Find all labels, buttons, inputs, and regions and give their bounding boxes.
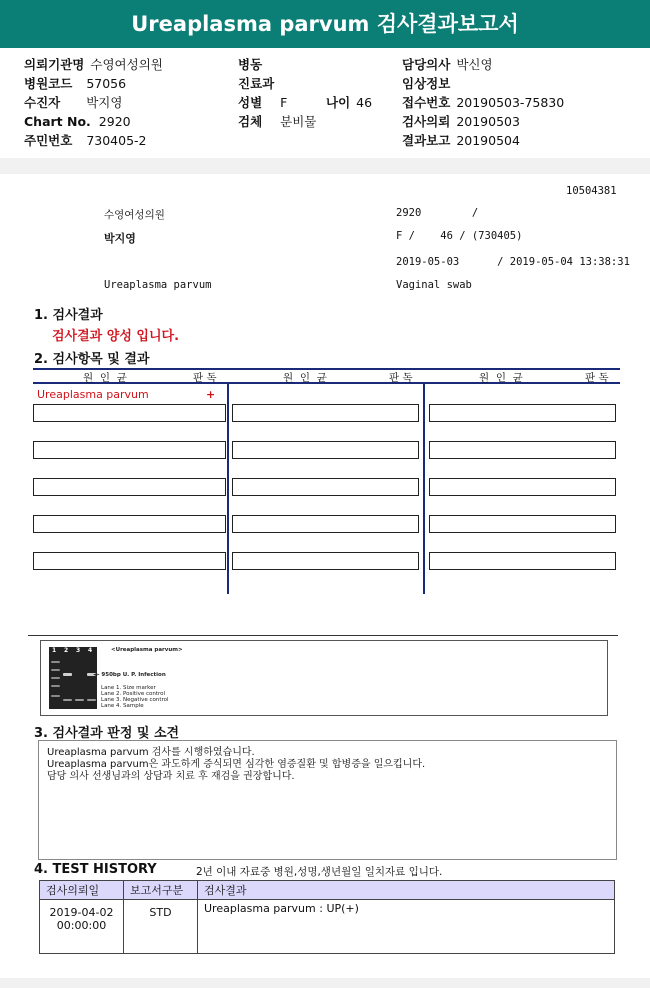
- history-header-type: 보고서구분: [124, 881, 198, 900]
- col-finding-3: 판 독: [585, 372, 609, 384]
- col-organism-3: 원 인 균: [479, 372, 523, 384]
- section-gap: [0, 158, 650, 174]
- lane-number: 3: [76, 647, 81, 654]
- history-header-result: 검사결과: [198, 881, 615, 900]
- table-row: [40, 900, 615, 954]
- doc-patient-name: 박지영: [104, 232, 136, 245]
- request-date-field: 검사의뢰 20190503: [402, 114, 520, 129]
- hospital-field: 의뢰기관명 수영여성의원: [24, 57, 163, 72]
- results-table-header: [33, 368, 620, 384]
- history-type: STD: [124, 900, 198, 954]
- doc-hospital: 수영여성의원: [104, 209, 165, 221]
- lane-number: 4: [88, 647, 93, 654]
- col-finding-1: 판 독: [193, 372, 217, 384]
- result-cell: [33, 515, 226, 533]
- result-cell: [429, 441, 616, 459]
- lane-number: 1: [52, 647, 57, 654]
- opinion-box: [38, 740, 617, 860]
- department-field: 진료과: [238, 76, 275, 91]
- gel-band: [51, 685, 60, 687]
- gel-image-panel: [40, 640, 608, 716]
- gel-legend-2: Lane 2. Positive control: [101, 691, 166, 697]
- column-separator: [423, 384, 425, 594]
- result-cell: [232, 441, 419, 459]
- result-cell: [232, 478, 419, 496]
- result-cell: [33, 478, 226, 496]
- result-cell: [232, 515, 419, 533]
- gel-band: [51, 677, 60, 679]
- gel-legend-3: Lane 3. Negative control: [101, 697, 169, 703]
- result-summary: 검사결과 양성 입니다.: [52, 329, 180, 344]
- result-cell: [232, 552, 419, 570]
- resident-no-field: 주민번호 730405-2: [24, 133, 147, 148]
- document-number: 10504381: [566, 185, 617, 197]
- history-date: 2019-04-02: [49, 906, 114, 919]
- result-cell: [33, 404, 226, 422]
- gel-band: [63, 673, 72, 676]
- hospital-code-field: 병원코드 57056: [24, 76, 127, 91]
- result-cell: [33, 441, 226, 459]
- report-document: [0, 174, 650, 978]
- divider: [28, 635, 618, 636]
- gel-band: [75, 699, 84, 701]
- col-finding-2: 판 독: [389, 372, 413, 384]
- test-history-table: [39, 880, 615, 954]
- result-cell: [429, 404, 616, 422]
- history-result: Ureaplasma parvum : UP(+): [198, 900, 615, 954]
- section2-title: 2. 검사항목 및 결과: [34, 352, 150, 367]
- bottom-gap: [0, 978, 650, 988]
- history-date-cell: [40, 900, 124, 954]
- gel-legend-1: Lane 1. Size marker: [101, 685, 156, 691]
- opinion-line: Ureaplasma parvum 검사를 시행하였습니다.: [47, 747, 255, 758]
- gel-band: [51, 669, 60, 671]
- history-note: 2년 이내 자료중 병원,성명,생년월일 일치자료 입니다.: [196, 866, 443, 878]
- doc-chart: 2920 /: [396, 207, 479, 219]
- organism-finding: +: [206, 388, 216, 401]
- gel-band: [51, 661, 60, 663]
- specimen-field: 검체 분비물: [238, 114, 317, 129]
- result-cell: [429, 515, 616, 533]
- gel-legend-4: Lane 4. Sample: [101, 703, 144, 709]
- receipt-no-field: 접수번호 20190503-75830: [402, 95, 565, 110]
- history-header-date: 검사의뢰일: [40, 881, 124, 900]
- patient-name-field: 수진자 박지영: [24, 95, 123, 110]
- gel-electrophoresis-image: [49, 647, 97, 709]
- patient-info-panel: [0, 48, 650, 158]
- doc-sex-age: F / 46 / (730405): [396, 230, 523, 242]
- doctor-field: 담당의사 박신영: [402, 57, 493, 72]
- lane-number: 2: [64, 647, 69, 654]
- result-cell: [33, 552, 226, 570]
- section3-title: 3. 검사결과 판정 및 소견: [34, 726, 180, 741]
- gel-band: [87, 699, 96, 701]
- result-cell: [429, 552, 616, 570]
- history-time: 00:00:00: [56, 919, 107, 932]
- gel-band-label: ◄- 950bp U. P. Infection: [93, 672, 166, 678]
- sex-field: 성별 F: [238, 95, 288, 110]
- col-organism-1: 원 인 균: [83, 372, 127, 384]
- opinion-line: Ureaplasma parvum은 과도하게 증식되면 심각한 염증질환 및 합병증을 일으킵니다.: [47, 759, 426, 770]
- result-cell: [429, 478, 616, 496]
- column-separator: [227, 384, 229, 594]
- gel-heading: <Ureaplasma parvum>: [111, 647, 183, 653]
- report-date-field: 결과보고 20190504: [402, 133, 520, 148]
- organism-name: Ureaplasma parvum: [37, 388, 149, 401]
- section1-title: 1. 검사결과: [34, 308, 103, 323]
- gel-band: [51, 695, 60, 697]
- chart-no-field: Chart No. 2920: [24, 114, 131, 129]
- doc-test-name: Ureaplasma parvum: [104, 279, 212, 291]
- doc-specimen: Vaginal swab: [396, 279, 472, 291]
- gel-band: [63, 699, 72, 701]
- age-field: 나이 46: [326, 95, 373, 110]
- report-title: Ureaplasma parvum 검사결과보고서: [0, 0, 650, 48]
- section4-title: 4. TEST HISTORY: [34, 862, 157, 877]
- opinion-line: 담당 의사 선생님과의 상담과 치료 후 재검을 권장합니다.: [47, 771, 295, 782]
- result-cell: [232, 404, 419, 422]
- ward-field: 병동: [238, 57, 263, 72]
- doc-dates: 2019-05-03 / 2019-05-04 13:38:31: [396, 256, 630, 268]
- col-organism-2: 원 인 균: [283, 372, 327, 384]
- clinical-info-field: 임상정보: [402, 76, 451, 91]
